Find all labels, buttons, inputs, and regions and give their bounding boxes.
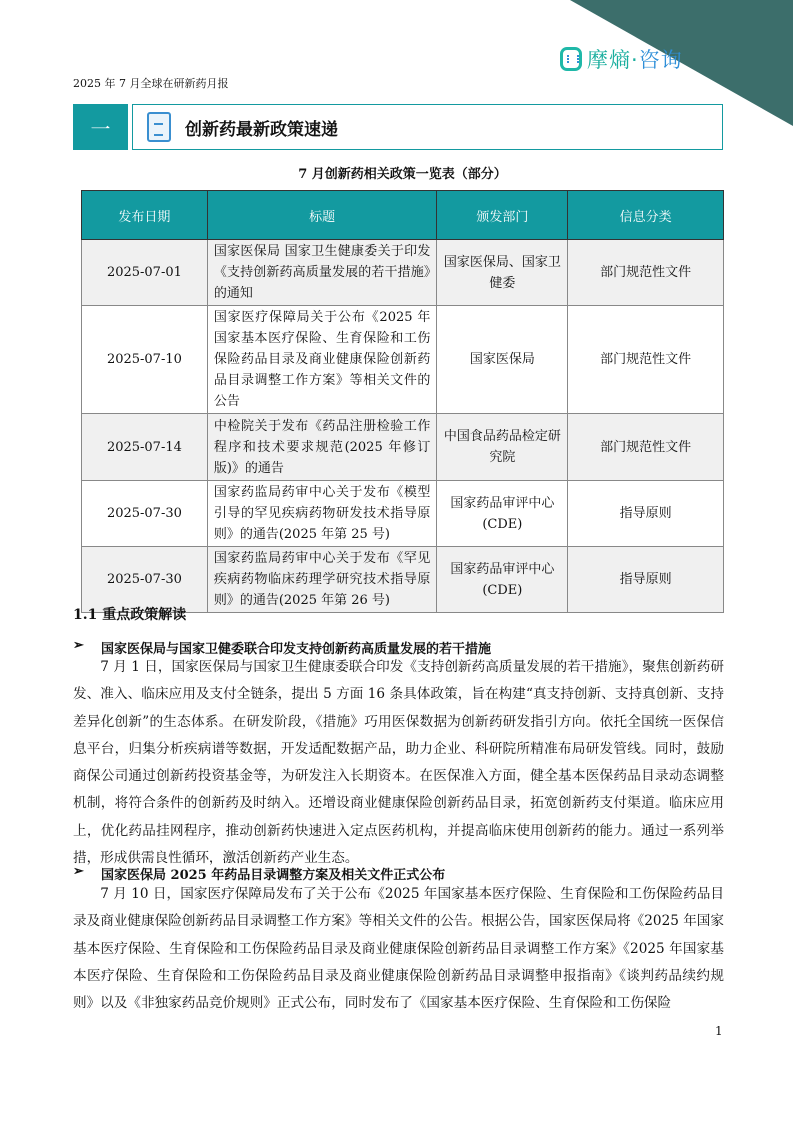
category-cell: 部门规范性文件 [568,240,724,306]
title-cell: 国家医保局 国家卫生健康委关于印发《支持创新药高质量发展的若干措施》的通知 [207,240,437,306]
category-cell: 部门规范性文件 [568,306,724,414]
table-row [82,240,724,306]
date-cell: 2025-07-14 [82,414,208,481]
column-header: 发布日期 [82,191,208,240]
report-title: 2025 年 7 月全球在研新药月报 [73,77,229,90]
item-heading-text: 国家医保局 2025 年药品目录调整方案及相关文件正式公布 [101,868,446,883]
title-cell: 国家药监局药审中心关于发布《模型引导的罕见疾病药物研发技术指导原则》的通告(2025 年第 25 号) [207,481,437,547]
policy-table [81,190,724,613]
dept-cell: 国家医保局 [437,306,568,414]
date-cell: 2025-07-30 [82,481,208,547]
category-cell: 部门规范性文件 [568,414,724,481]
page-number: 1 [715,1024,723,1038]
title-cell: 国家医疗保障局关于公布《2025 年国家基本医疗保险、生育保险和工伤保险药品目录及商业健康保险创新药品目录调整工作方案》等相关文件的公告 [207,306,437,414]
table-caption: 7 月创新药相关政策一览表（部分） [298,167,507,182]
logo-icon [560,47,582,71]
dept-cell: 国家医保局、国家卫健委 [437,240,568,306]
date-cell: 2025-07-01 [82,240,208,306]
category-cell: 指导原则 [568,547,724,613]
table-row [82,414,724,481]
item-body: 7 月 1 日，国家医保局与国家卫生健康委联合印发《支持创新药高质量发展的若干措施》，聚焦创新药研发、准入、临床应用及支付全链条，提出 5 方面 16 条具体政策，旨在构建“真支持创新、支持真创新、支持差异化创新”的生态体系。在研发阶段，《措施》巧用医保数据为创新药研发指引方向。依托全国统一医保信息平台，归集分析疾病谱等数据，开发适配数据产品，助力企业、科研院所精准布局研发管线。同时，鼓励商保公司通过创新药投资基金等，为研发注入长期资本。在医保准入方面，健全基本医保药品目录动态调整机制，将符合条件的创新药及时纳入。还增设商业健康保险创新药品目录，拓宽创新药支付渠道。临床应用上，优化药品挂网程序，推动创新药快速进入定点医药机构，并提高临床使用创新药的能力。通过一系列举措，形成供需良性循环，激活创新药产业生态。 [73,659,724,867]
section-number: 一 [73,104,128,150]
section-title: 创新药最新政策速递 [185,119,338,140]
dept-cell: 中国食品药品检定研究院 [437,414,568,481]
column-header: 颁发部门 [437,191,568,240]
logo-text-a: 摩熵 [587,48,631,72]
logo-sep: · [631,48,639,72]
title-cell: 国家药监局药审中心关于发布《罕见疾病药物临床药理学研究技术指导原则》的通告(2025 年第 26 号) [207,547,437,613]
column-header: 标题 [207,191,437,240]
category-cell: 指导原则 [568,481,724,547]
logo-text-b: 咨询 [638,48,683,72]
column-header: 信息分类 [568,191,724,240]
date-cell: 2025-07-10 [82,306,208,414]
item-heading-text: 国家医保局与国家卫健委联合印发支持创新药高质量发展的若干措施 [101,642,492,657]
dept-cell: 国家药品审评中心(CDE) [437,481,568,547]
date-cell: 2025-07-30 [82,547,208,613]
table-row [82,306,724,414]
table-row [82,547,724,613]
document-edit-icon [147,112,171,142]
arrow-bullet-icon: ➢ [73,638,84,653]
section-header [132,104,723,150]
subsection-title: 1.1 重点政策解读 [73,607,187,623]
item-body: 7 月 10 日，国家医疗保障局发布了关于公布《2025 年国家基本医疗保险、生育保险和工伤保险药品目录及商业健康保险创新药品目录调整工作方案》等相关文件的公告。根据公告，国家医保局将《2025 年国家基本医疗保险、生育保险和工伤保险药品目录及商业健康保险创新药品目录调整工作方案》《2025 年国家基本医疗保险、生育保险和工伤保险药品目录及商业健康保险创新药品目录调整申报指南》《谈判药品续约规则》以及《非独家药品竞价规则》正式公布，同时发布了《国家基本医疗保险、生育保险和工伤保险 [73,886,724,1012]
brand-logo [560,44,683,74]
dept-cell: 国家药品审评中心(CDE) [437,547,568,613]
title-cell: 中检院关于发布《药品注册检验工作程序和技术要求规范(2025 年修订版)》的通告 [207,414,437,481]
arrow-bullet-icon: ➢ [73,864,84,879]
table-row [82,481,724,547]
